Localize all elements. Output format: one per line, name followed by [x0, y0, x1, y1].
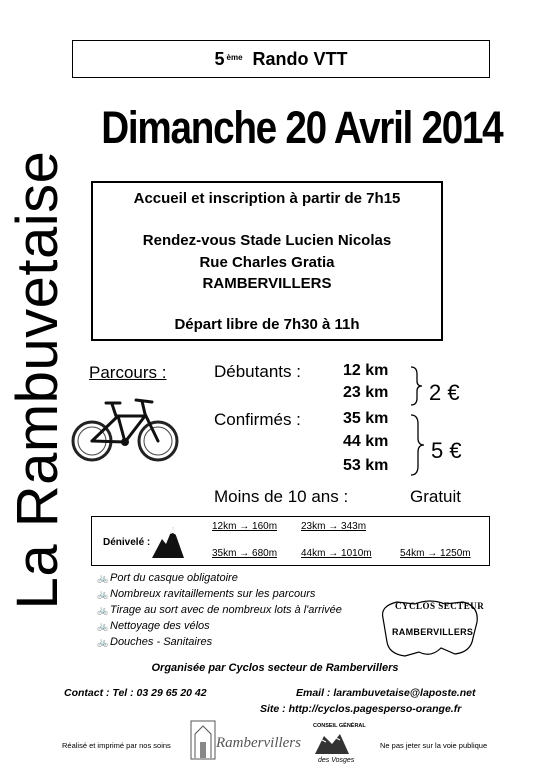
bullet-text: Douches - Sanitaires [110, 636, 213, 648]
footer-jeter: Ne pas jeter sur la voie publique [380, 741, 488, 750]
confirmes-distance-2: 44 km [343, 433, 389, 450]
edition-suffix: ème [226, 52, 243, 62]
rdv-text: Rendez-vous Stade Lucien Nicolas [142, 232, 392, 249]
confirmes-label: Confirmés : [214, 410, 301, 429]
moins-price: Gratuit [410, 487, 462, 506]
bullet-text: Tirage au sort avec de nombreux lots à l'arrivée [110, 604, 342, 616]
club-logo-line2: RAMBERVILLERS [392, 627, 474, 637]
street-text: Rue Charles Gratia [199, 254, 335, 271]
denivele-item-5: 54km → 1250m [400, 548, 471, 559]
debutants-price: 2 € [429, 380, 460, 405]
denivele-item-3: 35km → 680m [212, 548, 278, 559]
mountain-icon [151, 525, 185, 559]
contact-site[interactable]: Site : http://cyclos.pagesperso-orange.fr [260, 703, 462, 715]
debutants-distance-2: 23 km [343, 384, 389, 401]
bullet-item [97, 604, 342, 616]
club-logo [375, 588, 485, 663]
contact-tel: Contact : Tel : 03 29 65 20 42 [64, 687, 207, 699]
confirmes-price: 5 € [431, 438, 462, 463]
depart-text: Départ libre de 7h30 à 11h [174, 316, 360, 333]
bullet-item [97, 588, 315, 600]
parcours-label: Parcours : [89, 363, 167, 382]
bike-bullet-icon: 🚲 [97, 573, 109, 583]
organisee-text: Organisée par Cyclos secteur de Rambervillers [151, 662, 399, 674]
club-logo-line1: CYCLOS SECTEUR [395, 601, 485, 611]
contact-email[interactable]: Email : larambuvetaise@laposte.net [296, 687, 476, 699]
denivele-item-4: 44km → 1010m [301, 548, 372, 559]
accueil-text: Accueil et inscription à partir de 7h15 [133, 190, 401, 207]
bullet-text: Port du casque obligatoire [110, 572, 238, 584]
bike-bullet-icon: 🚲 [97, 589, 109, 599]
denivele-item-2: 23km → 343m [301, 521, 367, 532]
bike-bullet-icon: 🚲 [97, 637, 109, 647]
moins-label: Moins de 10 ans : [214, 487, 349, 506]
bullet-item [97, 572, 238, 584]
edition-name: Rando VTT [252, 48, 348, 69]
side-title: La Rambuvetaise [5, 150, 70, 610]
bike-icon [70, 396, 180, 466]
denivele-item-1: 12km → 160m [212, 521, 278, 532]
bullet-item [97, 620, 210, 632]
bullet-item [97, 636, 212, 648]
edition-number: 5 [214, 48, 225, 69]
vosges-text: des Vosges [318, 757, 355, 764]
bullet-text: Nombreux ravitaillements sur les parcours [110, 588, 316, 600]
denivele-label: Dénivelé : [103, 537, 151, 548]
event-date: Dimanche 20 Avril 2014 [101, 102, 503, 153]
bike-bullet-icon: 🚲 [97, 605, 109, 615]
edition-box [72, 40, 490, 78]
confirmes-distance-3: 53 km [343, 457, 389, 474]
footer-realise: Réalisé et imprimé par nos soins [62, 741, 171, 750]
town-logo-text: Rambervillers [216, 735, 301, 751]
debutants-brace-icon [409, 366, 423, 406]
debutants-distance-1: 12 km [343, 362, 389, 379]
confirmes-brace-icon [409, 414, 425, 476]
conseil-text: CONSEIL GÉNÉRAL [313, 723, 366, 729]
bullet-text: Nettoyage des vélos [110, 620, 210, 632]
bike-bullet-icon: 🚲 [97, 621, 109, 631]
debutants-label: Débutants : [214, 362, 301, 381]
vosges-logo [312, 730, 352, 758]
info-box [91, 181, 443, 341]
confirmes-distance-1: 35 km [343, 410, 389, 427]
city-text: RAMBERVILLERS [202, 275, 332, 292]
